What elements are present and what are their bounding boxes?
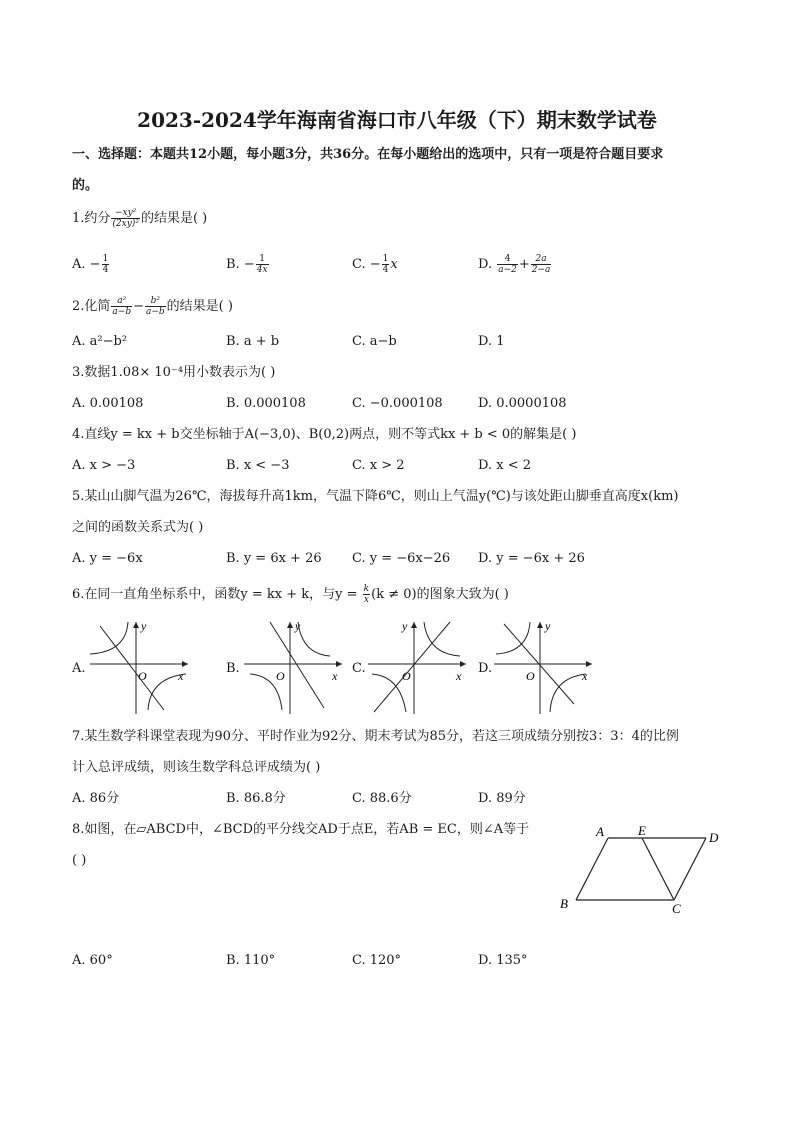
q1-option-b-den: 4x <box>256 265 268 275</box>
q2-minus: − <box>133 299 144 314</box>
q6-graph-b-y-label: y <box>295 619 301 633</box>
q1-option-d-frac1 <box>497 254 518 275</box>
q3-option-a[interactable]: A. 0.00108 <box>72 396 144 411</box>
q1-option-a-num: 1 <box>102 254 109 264</box>
q1-option-d-plus: + <box>518 257 530 272</box>
q4-option-d[interactable]: D. x < 2 <box>478 458 531 473</box>
q1-option-d-frac2 <box>531 254 552 275</box>
q2-frac1-num: a² <box>111 296 132 307</box>
q1-option-c-label: C. <box>352 257 366 272</box>
q8-option-d[interactable]: D. 135° <box>478 953 528 968</box>
vertex-c-label: C <box>672 901 681 916</box>
q6-graph-a-x-label: x <box>178 669 184 683</box>
q1-frac-num: −xy² <box>111 208 140 219</box>
q4-option-c[interactable]: C. x > 2 <box>352 458 405 473</box>
q2-frac1 <box>111 296 132 317</box>
q4-option-b[interactable]: B. x < −3 <box>226 458 290 473</box>
q6-fraction <box>363 584 370 605</box>
q1-option-c-tail: x <box>390 257 398 272</box>
q2-prefix: 2.化简 <box>72 299 111 314</box>
q6-graph-d-y-label: y <box>545 619 551 633</box>
q1-option-b-num: 1 <box>256 254 269 265</box>
q1-option-b-frac <box>256 254 269 275</box>
q7-option-c[interactable]: C. 88.6分 <box>352 791 412 806</box>
question-1 <box>72 208 207 230</box>
parallelogram-figure <box>556 820 732 918</box>
q1-option-d-num2: 2a <box>531 254 552 265</box>
vertex-e-label: E <box>638 823 646 838</box>
q6-frac-den: x <box>363 595 369 605</box>
q7-option-a[interactable]: A. 86分 <box>72 791 120 806</box>
q3-option-d[interactable]: D. 0.0000108 <box>478 396 567 411</box>
question-2 <box>72 296 233 318</box>
question-6 <box>72 584 509 606</box>
q1-option-a-den: 4 <box>102 265 109 275</box>
q1-option-c-sign: − <box>369 257 381 272</box>
q8-option-b[interactable]: B. 110° <box>226 953 276 968</box>
q5-option-b[interactable]: B. y = 6x + 26 <box>226 551 322 566</box>
q8-option-a[interactable]: A. 60° <box>72 953 113 968</box>
q1-option-b-label: B. <box>226 257 240 272</box>
q1-option-b[interactable] <box>226 254 270 275</box>
q2-option-d[interactable]: D. 1 <box>478 334 505 349</box>
question-7-line1: 7.某生数学科课堂表现为90分、平时作业为92分、期末考试为85分，若这三项成绩分别按3：3：4的比例 <box>72 729 679 744</box>
question-5-line1: 5.某山山脚气温为26℃，海拔每升高1km，气温下降6℃，则山上气温y(℃)与该处距山脚垂直高度x(km) <box>72 489 679 504</box>
q5-option-c[interactable]: C. y = −6x−26 <box>352 551 451 566</box>
q6-option-b-label[interactable]: B. <box>226 661 240 676</box>
q3-option-c[interactable]: C. −0.000108 <box>352 396 443 411</box>
q6-option-c-label[interactable]: C. <box>352 661 366 676</box>
q5-option-d[interactable]: D. y = −6x + 26 <box>478 551 585 566</box>
q6-graph-a[interactable] <box>86 618 192 716</box>
q7-option-d[interactable]: D. 89分 <box>478 791 526 806</box>
question-3: 3.数据1.08× 10⁻⁴用小数表示为( ) <box>72 365 276 380</box>
q1-option-d-label: D. <box>478 257 493 272</box>
vertex-b-label: B <box>560 896 568 911</box>
q2-option-b[interactable]: B. a + b <box>226 334 280 349</box>
q1-suffix: 的结果是( ) <box>140 211 208 226</box>
q1-prefix: 1.约分 <box>72 211 111 226</box>
q1-option-a[interactable] <box>72 254 110 275</box>
q6-graph-c-origin: O <box>402 669 411 683</box>
q6-graph-c[interactable] <box>364 618 470 716</box>
q6-prefix: 6.在同一直角坐标系中，函数y = kx + k，与y = <box>72 587 362 602</box>
vertex-d-label: D <box>709 830 719 845</box>
q3-option-b[interactable]: B. 0.000108 <box>226 396 306 411</box>
q6-graph-b-x-label: x <box>332 669 338 683</box>
q6-graph-c-x-label: x <box>456 669 462 683</box>
q2-frac1-den: a−b <box>112 307 132 317</box>
q1-option-d-den2: 2−a <box>531 265 551 275</box>
question-5-line2: 之间的函数关系式为( ) <box>72 520 204 535</box>
q1-option-c-frac <box>382 254 390 275</box>
q1-option-d[interactable] <box>478 254 552 275</box>
q6-graph-b[interactable] <box>240 618 346 716</box>
q5-option-a[interactable]: A. y = −6x <box>72 551 143 566</box>
q1-frac-den: (2xy)² <box>112 219 139 229</box>
q6-graph-c-y-label: y <box>402 619 408 633</box>
q1-option-b-sign: − <box>243 257 255 272</box>
q2-option-c[interactable]: C. a−b <box>352 334 397 349</box>
q1-option-a-frac <box>102 254 110 275</box>
q4-option-a[interactable]: A. x > −3 <box>72 458 136 473</box>
q1-fraction <box>111 208 140 229</box>
vertex-a-label: A <box>596 824 604 839</box>
exam-title: 2023-2024学年海南省海口市八年级（下）期末数学试卷 <box>137 108 657 132</box>
q6-graph-d[interactable] <box>490 618 596 716</box>
q1-option-c[interactable] <box>352 254 398 275</box>
section-header-line2: 的。 <box>72 178 99 193</box>
q2-suffix: 的结果是( ) <box>166 299 233 314</box>
section-header-line1: 一、选择题：本题共12小题，每小题3分，共36分。在每小题给出的选项中，只有一项是符合题目要求 <box>72 147 664 162</box>
q6-suffix: (k ≠ 0)的图象大致为( ) <box>371 587 509 602</box>
q6-graph-a-origin: O <box>138 669 147 683</box>
q1-option-a-sign: − <box>89 257 101 272</box>
q7-option-b[interactable]: B. 86.8分 <box>226 791 286 806</box>
question-4: 4.直线y = kx + b交坐标轴于A(−3,0)、B(0,2)两点，则不等式kx + b < 0的解集是( ) <box>72 427 577 442</box>
q6-graph-d-origin: O <box>526 669 535 683</box>
q6-graph-d-x-label: x <box>582 669 588 683</box>
q2-frac2-den: a−b <box>145 307 165 317</box>
q6-option-a-label[interactable]: A. <box>72 661 86 676</box>
q6-graph-a-y-label: y <box>141 619 147 633</box>
q6-option-d-label[interactable]: D. <box>478 661 493 676</box>
q1-option-d-den1: a−2 <box>498 265 517 275</box>
q2-option-a[interactable]: A. a²−b² <box>72 334 128 349</box>
q1-option-c-num: 1 <box>382 254 389 264</box>
q2-frac2 <box>145 296 166 317</box>
q2-frac2-num: b² <box>145 296 166 307</box>
q8-option-c[interactable]: C. 120° <box>352 953 402 968</box>
question-7-line2: 计入总评成绩，则该生数学科总评成绩为( ) <box>72 760 321 775</box>
q6-frac-num: k <box>363 584 370 594</box>
q1-option-c-den: 4 <box>382 265 389 275</box>
question-8-line2: ( ) <box>72 853 87 868</box>
q1-option-a-label: A. <box>72 257 86 272</box>
question-8-line1: 8.如图，在▱ABCD中，∠BCD的平分线交AD于点E，若AB = EC，则∠A等于 <box>72 822 530 837</box>
q6-graph-b-origin: O <box>276 669 285 683</box>
q1-option-d-num1: 4 <box>497 254 518 265</box>
